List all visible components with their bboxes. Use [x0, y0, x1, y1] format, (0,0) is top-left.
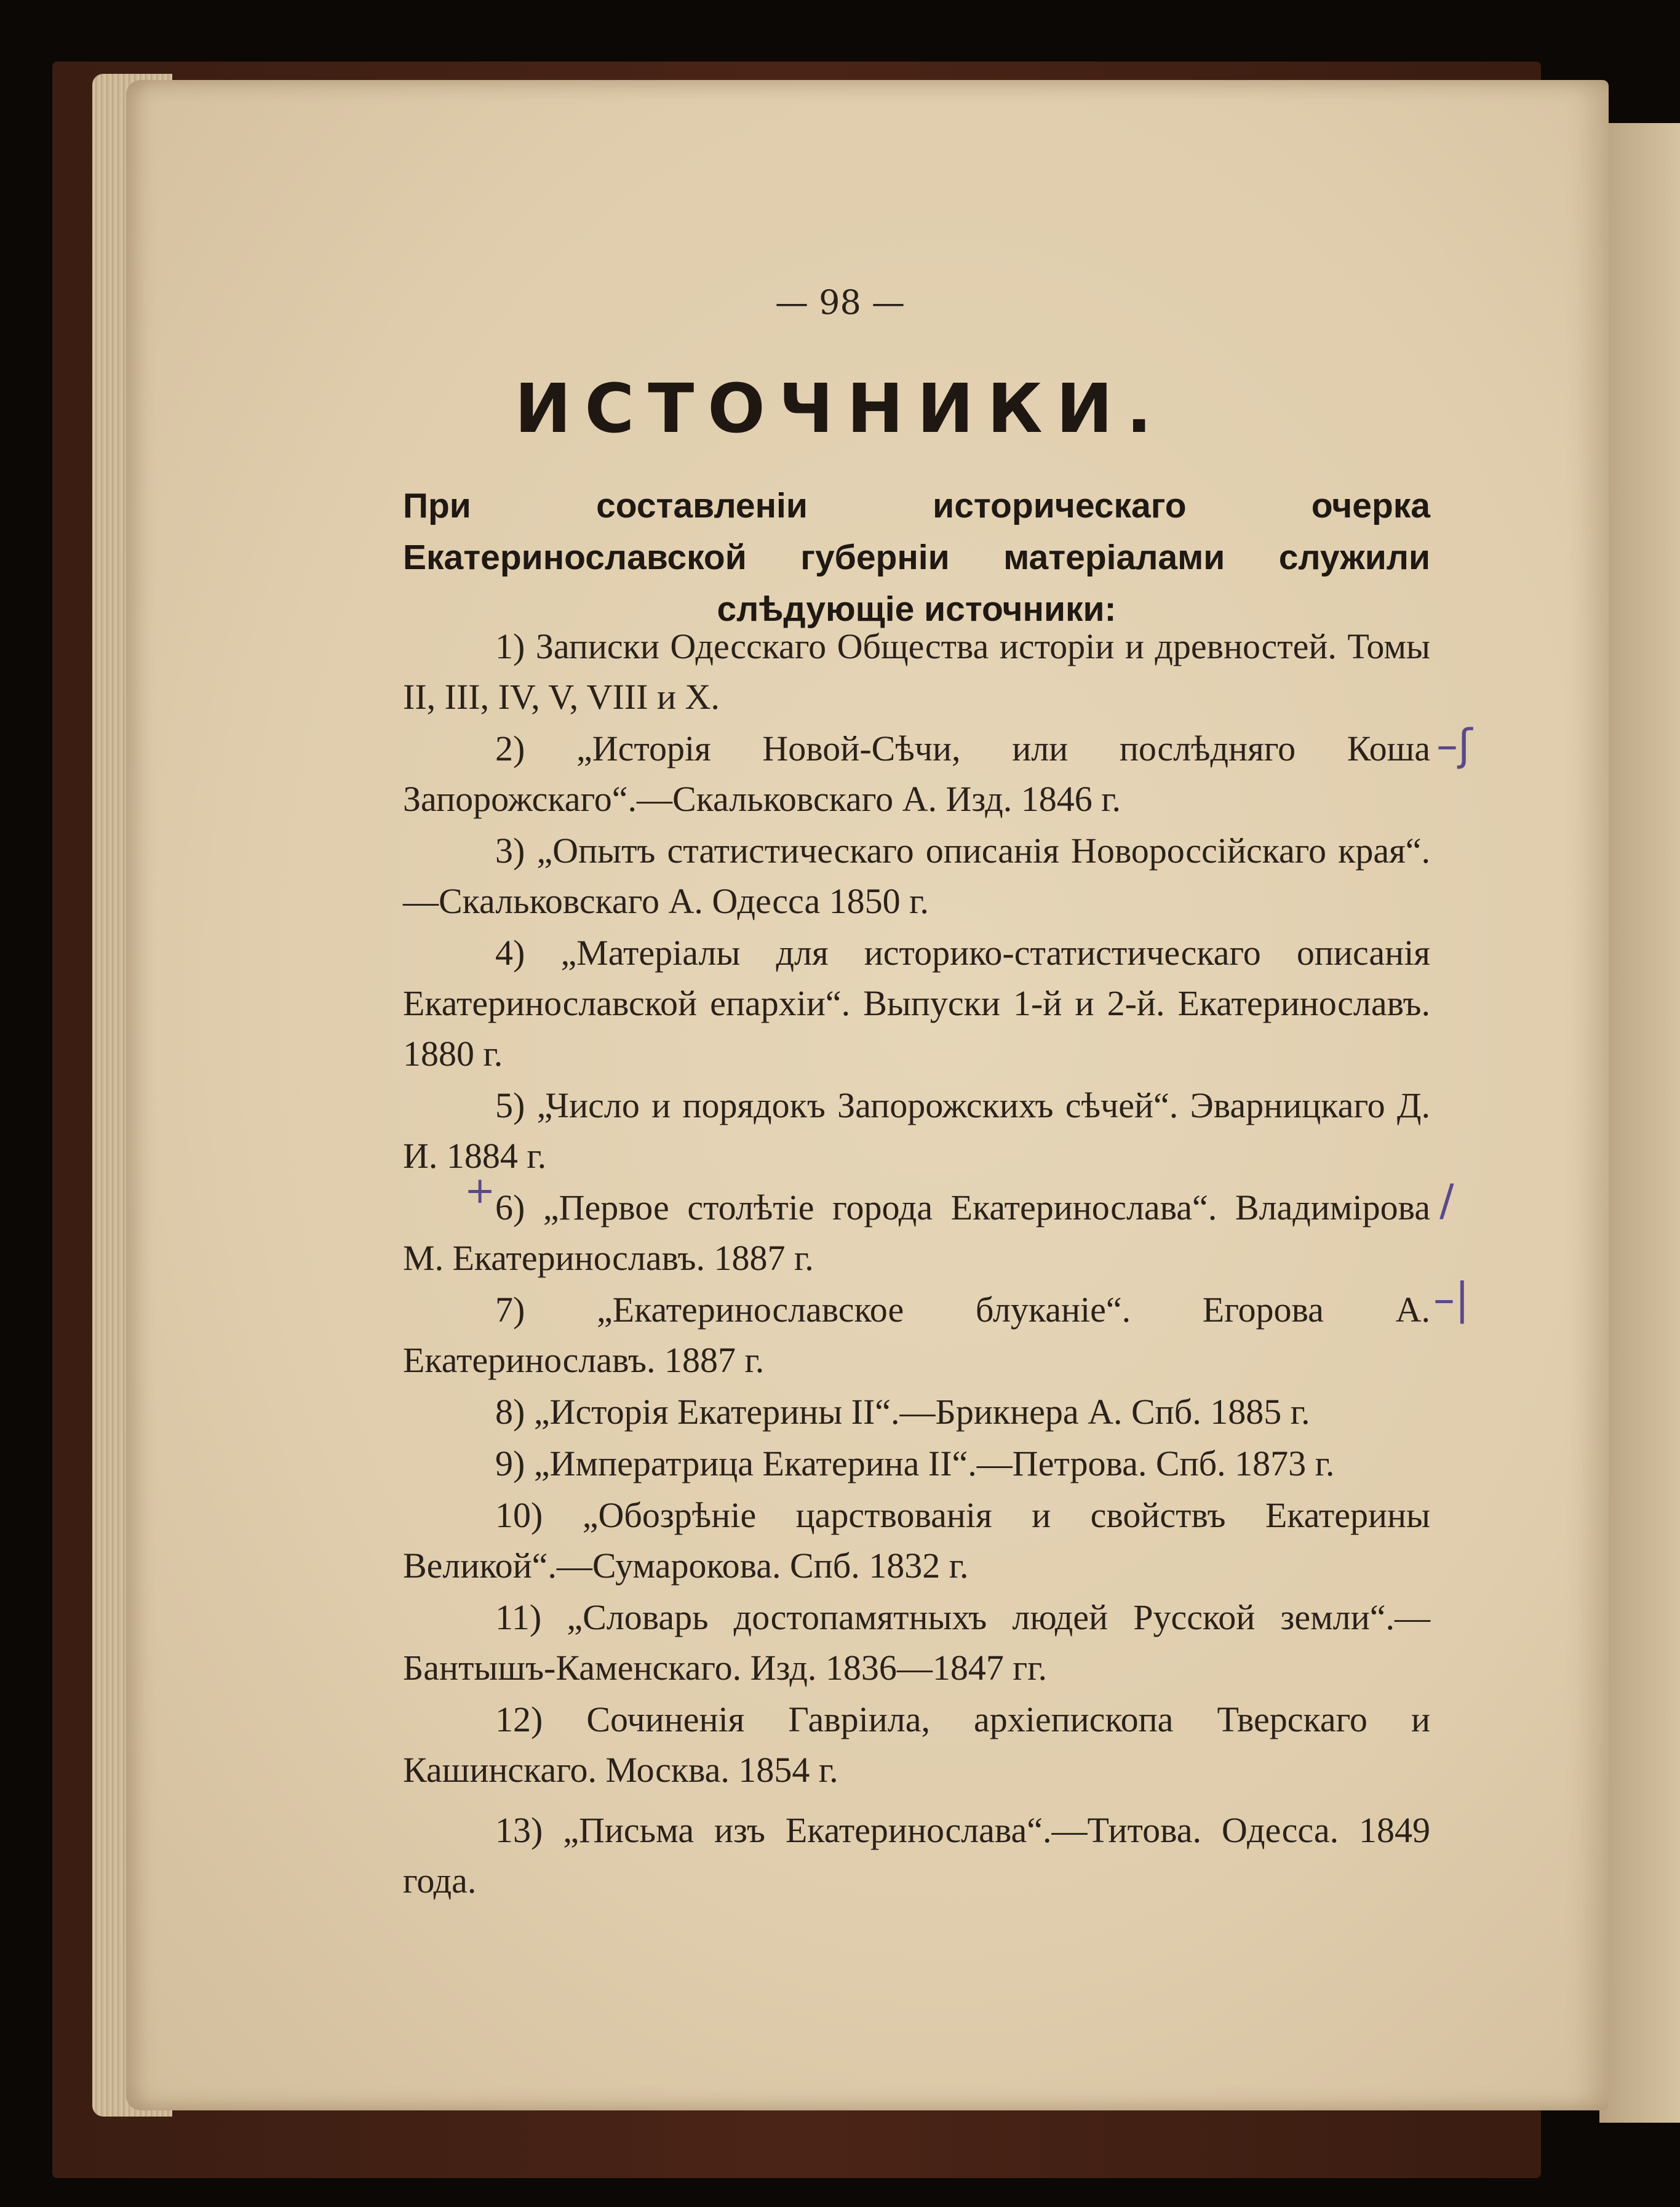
page-title: ИСТОЧНИКИ. — [514, 369, 1166, 448]
source-entry-9: 9) „Императрица Екатерина II“.—Петрова. Спб. 1873 г. — [495, 1443, 1335, 1483]
source-entry-7: 7) „Екатеринославское блуканіе“. Егорова А. Екатеринославъ. 1887 г. — [403, 1290, 1430, 1380]
source-entry-11: 11) „Словарь достопамятныхъ людей Русской земли“.—Бантышъ-Каменскаго. Изд. 1836—1847 гг. — [403, 1597, 1430, 1688]
page-number: — 98 — — [774, 283, 906, 322]
source-entry-13: 13) „Письма изъ Екатеринослава“.—Титова. Одесса. 1849 года. — [403, 1810, 1430, 1901]
margin-mark-entry-6-left: + — [464, 1169, 496, 1212]
margin-mark-entry-6-right: / — [1439, 1175, 1454, 1226]
source-entry-6: 6) „Первое столѣтіе города Екатеринослава“. Владимірова М. Екатеринославъ. 1887 г. — [403, 1187, 1430, 1278]
source-entry-12: 12) Сочиненія Гавріила, архіепископа Тверскаго и Кашинскаго. Москва. 1854 г. — [403, 1699, 1430, 1790]
source-entry-2: 2) „Исторія Новой-Сѣчи, или послѣдняго Коша Запорожскаго“.—Скальковскаго А. Изд. 1846 г. — [403, 728, 1430, 819]
margin-mark-entry-7: –| — [1433, 1274, 1470, 1324]
source-entry-3: 3) „Опытъ статистическаго описанія Новороссійскаго края“.—Скальковскаго А. Одесса 1850 г. — [403, 831, 1430, 921]
source-entry-8: 8) „Исторія Екатерины II“.—Брикнера А. Спб. 1885 г. — [495, 1392, 1310, 1432]
source-entry-5: 5) „Число и порядокъ Запорожскихъ сѣчей“. Эварницкаго Д. И. 1884 г. — [403, 1085, 1430, 1176]
intro-text: При составленіи историческаго очерка Екатеринославской губерніи матеріалами служили слѣдующіе источники: — [403, 486, 1430, 629]
source-list — [403, 621, 1430, 1906]
source-entry-10: 10) „Обозрѣніе царствованія и свойствъ Екатерины Великой“.—Сумарокова. Спб. 1832 г. — [403, 1495, 1430, 1586]
margin-mark-entry-2: –ʃ — [1436, 720, 1473, 770]
source-entry-1: 1) Записки Одесскаго Общества исторіи и древностей. Томы II, III, IV, V, VIII и X. — [403, 626, 1430, 717]
source-entry-4: 4) „Матеріалы для историко-статистическаго описанія Екатеринославской епархіи“. Выпуски 1-й и 2-й. Екатеринославъ. 1880 г. — [403, 933, 1430, 1074]
